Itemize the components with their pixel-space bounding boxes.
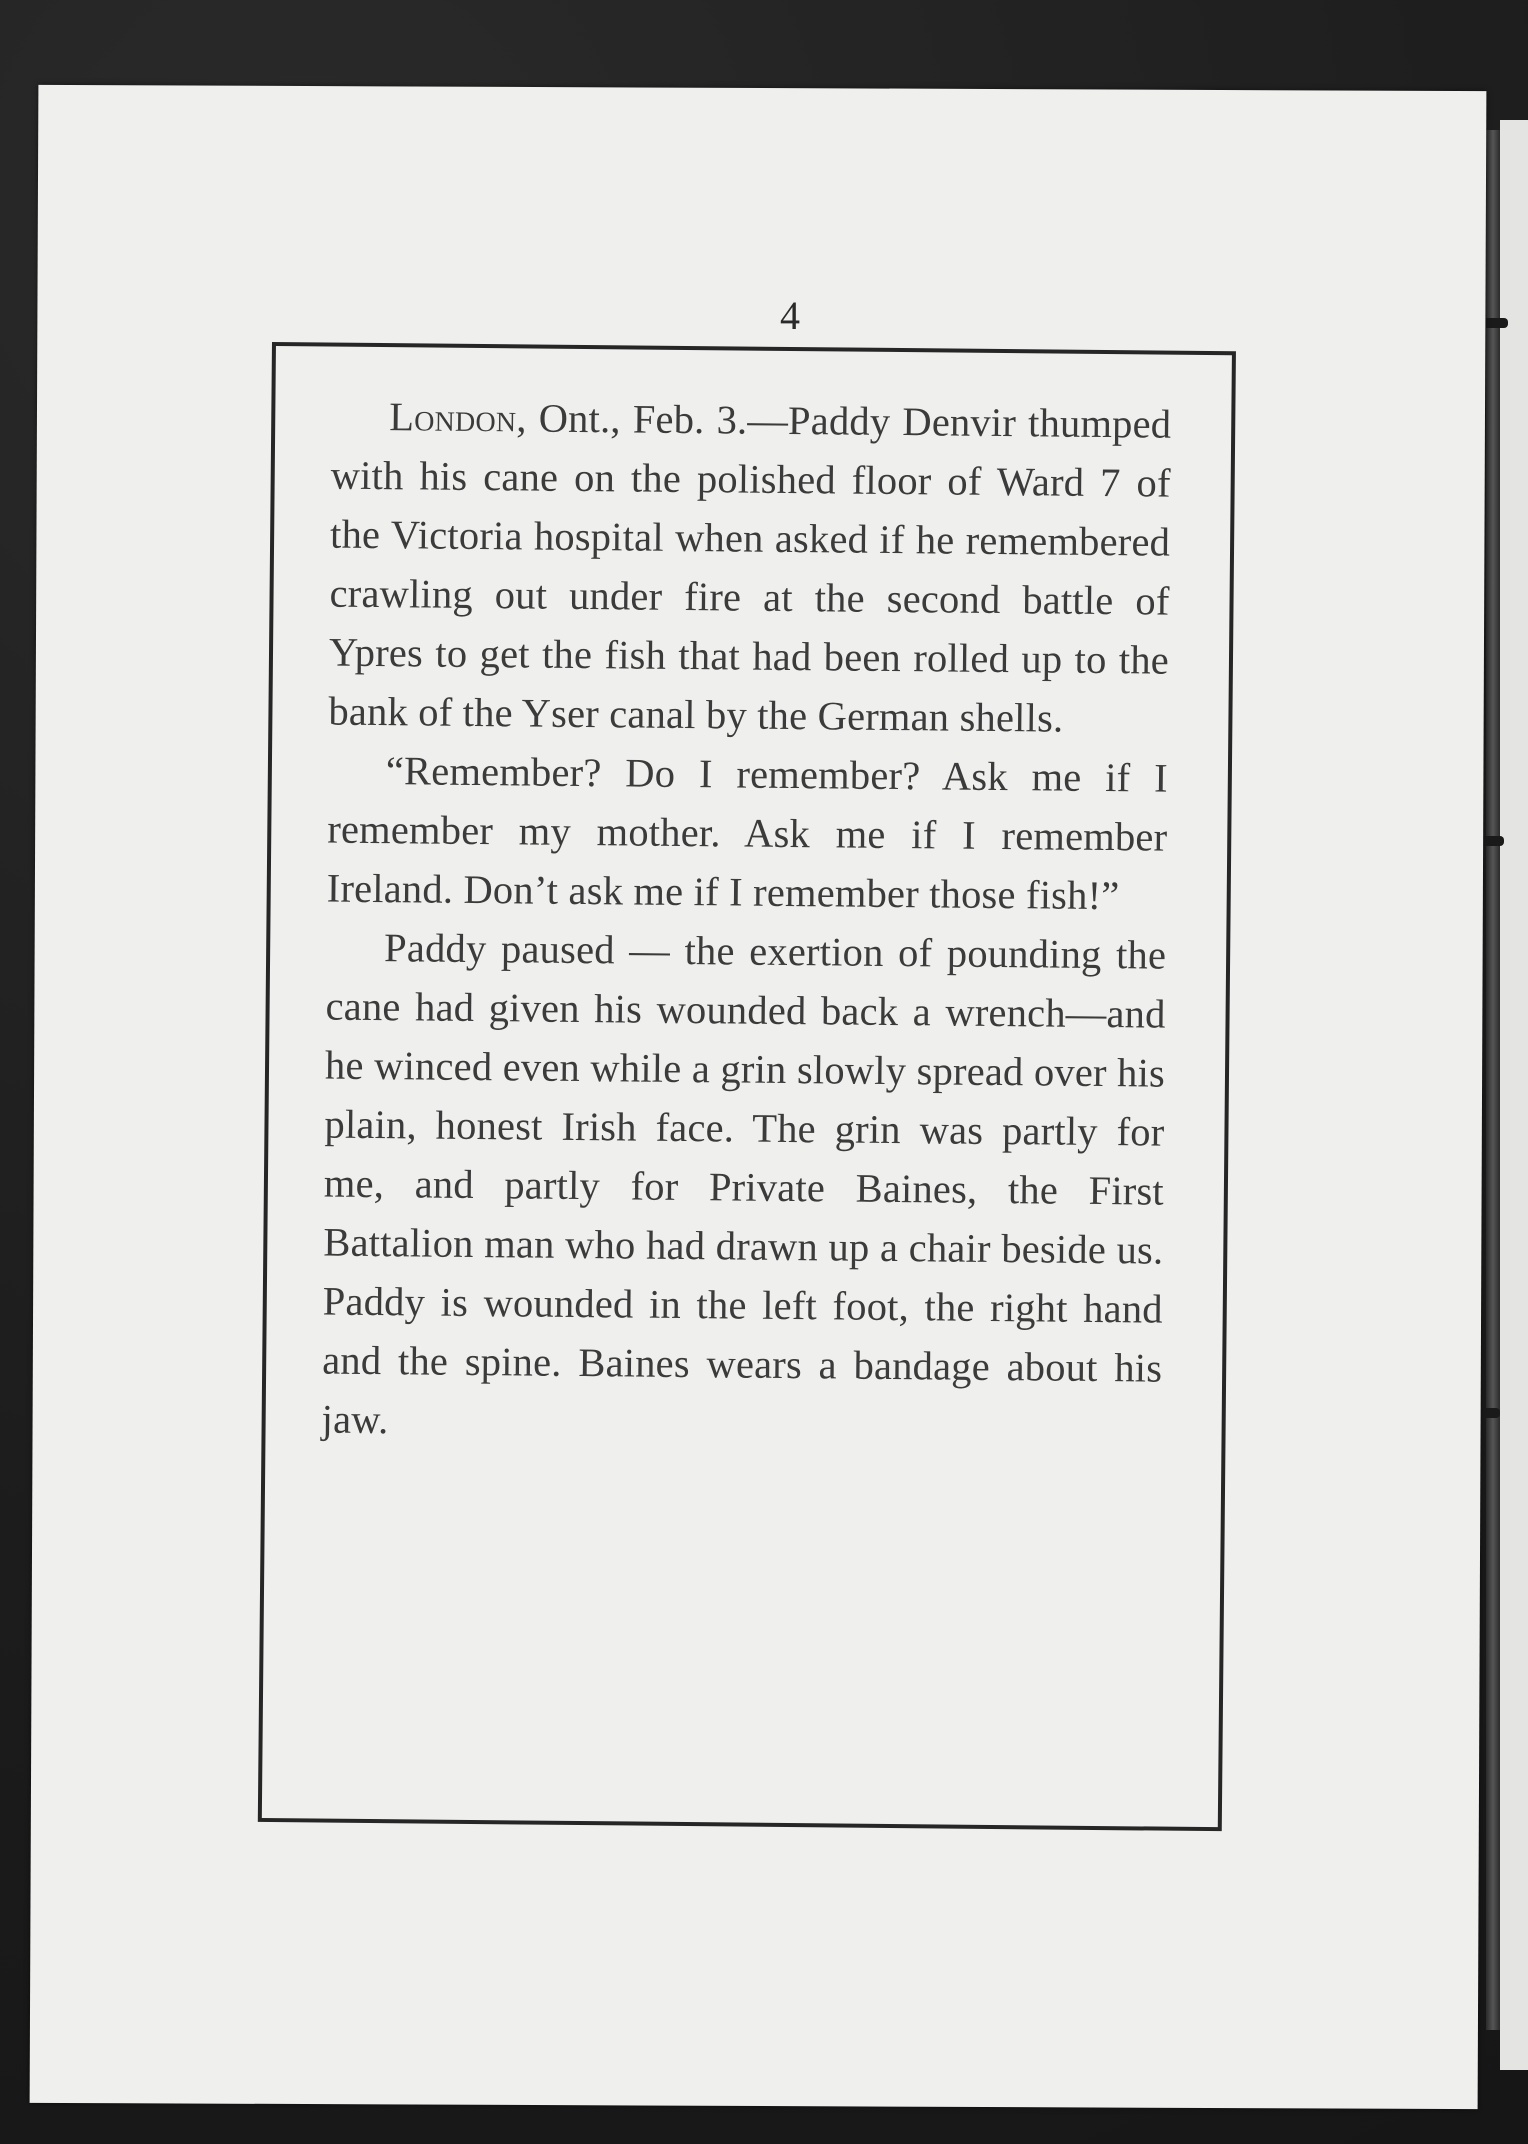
article-paragraph [328,387,1171,749]
text-frame [258,342,1236,1831]
binding-edge [1500,120,1528,2070]
article-paragraph: “Remember? Do I remember? Ask me if I remember my mother. Ask me if I remember Ireland. Don’t ask me if I remember those fish!” [326,748,1169,919]
article-paragraph: Paddy paused — the exertion of pounding the cane had given his wounded back a wrench—and he winced even while a grin slowly spread over his plain, honest Irish face. The grin was partly for me, and partly for Private Baines, the First Battalion man who had drawn up a chair beside us. Paddy is wounded in the left foot, the right hand and the spine. Baines wears a bandage about his jaw. [321,925,1167,1443]
article-body [321,387,1171,1457]
dateline: London [389,394,517,441]
binding-spine [1486,130,1500,2030]
paragraph-text: , Ont., Feb. 3.—Paddy Denvir thumped with his cane on the polished floor of Ward 7 of the Victoria hospital when asked if he remembered crawling out under fire at the second battle of Ypres to get the fish that had been rolled up to the bank of the Yser canal by the German shells. [328,395,1172,741]
page-number: 4 [780,293,800,338]
